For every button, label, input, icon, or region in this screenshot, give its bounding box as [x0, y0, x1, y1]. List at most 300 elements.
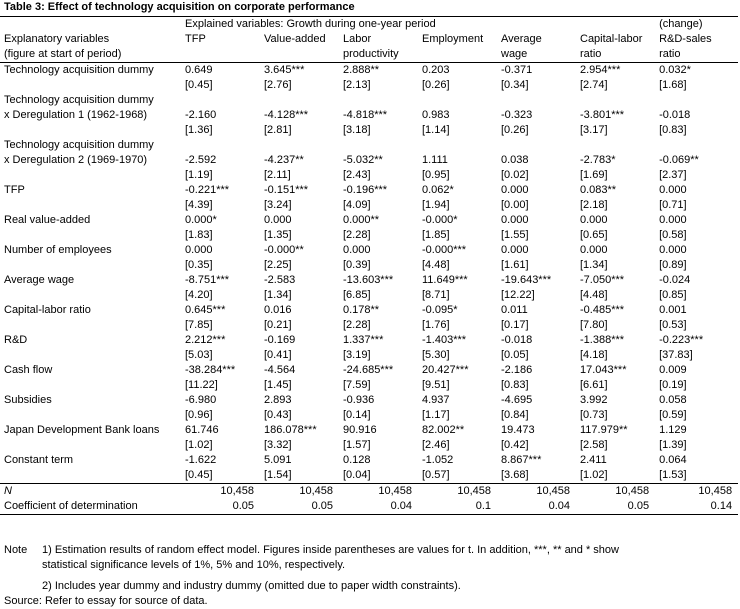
coef-cell: 0.064 — [659, 454, 687, 466]
coef-row — [0, 108, 738, 123]
coef-cell: 0.178** — [343, 304, 380, 316]
t-value-cell: [1.57] — [343, 439, 371, 451]
coef-cell: -1.052 — [422, 454, 454, 466]
coef-cell: 0.983 — [422, 109, 450, 121]
column-header: Value-added — [264, 33, 326, 45]
coef-cell: -2.592 — [185, 154, 217, 166]
r2-value: 0.1 — [418, 499, 497, 515]
coef-cell: 0.000 — [580, 244, 608, 256]
coef-cell: 0.009 — [659, 364, 687, 376]
row-label-empty — [0, 123, 181, 138]
coef-cell: 0.128 — [343, 454, 371, 466]
coef-row — [0, 273, 738, 288]
t-value-cell: [5.03] — [185, 349, 213, 361]
t-value-cell: [1.36] — [185, 124, 213, 136]
coef-cell: -4.237** — [264, 154, 304, 166]
t-value-cell: [1.76] — [422, 319, 450, 331]
t-value-cell: [2.37] — [659, 169, 687, 181]
n-value: 10,458 — [260, 484, 339, 500]
column-header: Average — [501, 33, 542, 45]
row-label: Technology acquisition dummy — [4, 94, 154, 106]
t-value-cell: [0.35] — [185, 259, 213, 271]
row-header: Explanatory variables — [4, 33, 110, 45]
t-value-cell: [0.00] — [501, 199, 529, 211]
empty-cell — [497, 93, 576, 108]
t-value-cell: [9.51] — [422, 379, 450, 391]
row-label-empty — [0, 378, 181, 393]
t-value-cell: [0.17] — [501, 319, 529, 331]
t-value-cell: [3.18] — [343, 124, 371, 136]
coef-cell: 0.058 — [659, 394, 687, 406]
row-header: (figure at start of period) — [0, 47, 181, 63]
coef-cell: -0.000*** — [422, 244, 467, 256]
coef-row — [0, 153, 738, 168]
coef-row — [0, 213, 738, 228]
coef-cell: -2.186 — [501, 364, 533, 376]
empty-cell — [497, 138, 576, 153]
t-value-cell: [0.83] — [659, 124, 687, 136]
row-label: Average wage — [4, 274, 75, 286]
coef-cell: 0.000 — [343, 244, 371, 256]
row-label: R&D — [4, 334, 28, 346]
coef-cell: 0.000 — [264, 214, 292, 226]
coef-cell: 117.979** — [580, 424, 628, 436]
note-1: 1) Estimation results of random effect model. Figures inside parentheses are values for t. In addition, ***, ** and * show — [42, 544, 619, 556]
coef-cell: -8.751*** — [185, 274, 230, 286]
coef-cell: 5.091 — [264, 454, 292, 466]
coef-cell: 90.916 — [343, 424, 377, 436]
t-value-cell: [0.45] — [185, 79, 213, 91]
table-notes — [4, 543, 619, 609]
coef-cell: 2.411 — [580, 454, 607, 466]
coef-row — [0, 423, 738, 438]
t-value-cell: [2.28] — [343, 319, 371, 331]
t-value-cell: [11.22] — [185, 379, 218, 391]
t-value-cell: [0.19] — [659, 379, 687, 391]
t-value-cell: [0.71] — [659, 199, 687, 211]
t-value-cell: [2.11] — [264, 169, 291, 181]
row-label-empty — [0, 78, 181, 93]
t-value-cell: [0.41] — [264, 349, 292, 361]
coef-cell: -0.151*** — [264, 184, 309, 196]
header-row-2 — [0, 32, 738, 47]
row-label: Real value-added — [4, 214, 91, 226]
t-row — [0, 378, 738, 393]
empty-cell — [260, 93, 339, 108]
coef-cell: 82.002** — [422, 424, 465, 436]
t-value-cell: [0.65] — [580, 229, 608, 241]
empty-cell — [655, 93, 738, 108]
column-header: R&D-sales — [659, 33, 712, 45]
coef-cell: -0.221*** — [185, 184, 230, 196]
note-label: Note — [4, 544, 28, 556]
coef-cell: 0.038 — [501, 154, 529, 166]
t-value-cell: [1.68] — [659, 79, 687, 91]
coef-cell: -0.223*** — [659, 334, 704, 346]
t-value-cell: [5.30] — [422, 349, 450, 361]
coef-cell: -3.801*** — [580, 109, 625, 121]
row-label-empty — [0, 468, 181, 484]
coef-cell: 0.000 — [659, 244, 687, 256]
t-value-cell: [1.39] — [659, 439, 687, 451]
r2-value: 0.04 — [497, 499, 576, 515]
coef-cell: -4.818*** — [343, 109, 388, 121]
header-empty — [0, 17, 181, 33]
t-value-cell: [7.59] — [343, 379, 371, 391]
row-label-empty — [0, 258, 181, 273]
row-label-empty — [0, 318, 181, 333]
empty-cell — [418, 138, 497, 153]
t-value-cell: [1.54] — [264, 469, 292, 481]
row-label: TFP — [4, 184, 25, 196]
t-value-cell: [0.02] — [501, 169, 529, 181]
t-value-cell: [6.61] — [580, 379, 608, 391]
coef-cell: 186.078*** — [264, 424, 317, 436]
coef-cell: -24.685*** — [343, 364, 394, 376]
t-value-cell: [1.02] — [185, 439, 213, 451]
label-row — [0, 93, 738, 108]
row-label: Subsidies — [4, 394, 52, 406]
r2-value: 0.14 — [655, 499, 738, 515]
coef-cell: -1.403*** — [422, 334, 467, 346]
coef-cell: 2.212*** — [185, 334, 226, 346]
coef-cell: 0.000 — [501, 184, 529, 196]
coef-cell: 0.000** — [343, 214, 380, 226]
empty-cell — [181, 138, 260, 153]
coef-cell: -0.169 — [264, 334, 296, 346]
coef-cell: -0.095* — [422, 304, 458, 316]
coef-cell: 0.000 — [185, 244, 213, 256]
coef-row — [0, 393, 738, 408]
coef-row — [0, 243, 738, 258]
t-value-cell: [8.71] — [422, 289, 450, 301]
t-value-cell: [0.05] — [501, 349, 529, 361]
coef-cell: -19.643*** — [501, 274, 552, 286]
t-value-cell: [0.85] — [659, 289, 687, 301]
t-row — [0, 228, 738, 243]
row-label-empty — [0, 408, 181, 423]
coef-cell: 0.083** — [580, 184, 617, 196]
coef-cell: -0.000* — [422, 214, 458, 226]
t-value-cell: [0.45] — [185, 469, 213, 481]
coef-row — [0, 303, 738, 318]
row-label-empty — [0, 288, 181, 303]
coef-cell: -6.980 — [185, 394, 217, 406]
t-value-cell: [0.34] — [501, 79, 529, 91]
coef-cell: -4.695 — [501, 394, 533, 406]
column-header: wage — [497, 47, 576, 63]
label-row — [0, 138, 738, 153]
coef-cell: -0.069** — [659, 154, 699, 166]
t-value-cell: [4.20] — [185, 289, 213, 301]
row-label-empty — [0, 438, 181, 453]
t-row — [0, 78, 738, 93]
t-value-cell: [0.96] — [185, 409, 213, 421]
coef-cell: 0.000 — [501, 244, 529, 256]
coef-cell: 3.992 — [580, 394, 608, 406]
column-header — [181, 47, 260, 63]
row-label: Constant term — [4, 454, 74, 466]
t-value-cell: [1.45] — [264, 379, 292, 391]
t-value-cell: [1.94] — [422, 199, 450, 211]
coef-cell: -0.000** — [264, 244, 304, 256]
t-value-cell: [4.48] — [580, 289, 608, 301]
explained-variables-label: Explained variables: Growth during one-year period — [181, 17, 655, 33]
coef-cell: 61.746 — [185, 424, 219, 436]
empty-cell — [576, 138, 655, 153]
coef-cell: -5.032** — [343, 154, 383, 166]
t-value-cell: [0.26] — [501, 124, 529, 136]
coef-cell: -0.323 — [501, 109, 533, 121]
coef-cell: 0.000 — [659, 184, 687, 196]
coef-cell: 0.062* — [422, 184, 454, 196]
row-label-empty — [0, 198, 181, 213]
note-2: 2) Includes year dummy and industry dummy (omitted due to paper width constraints). — [42, 580, 461, 592]
coef-cell: -2.160 — [185, 109, 217, 121]
t-value-cell: [1.85] — [422, 229, 450, 241]
n-value: 10,458 — [576, 484, 655, 500]
coef-cell: 4.937 — [422, 394, 450, 406]
t-value-cell: [0.26] — [422, 79, 450, 91]
row-label: x Deregulation 1 (1962-1968) — [4, 109, 148, 121]
t-value-cell: [1.61] — [501, 259, 529, 271]
t-row — [0, 168, 738, 183]
empty-cell — [260, 138, 339, 153]
empty-cell — [418, 93, 497, 108]
column-header: Employment — [422, 33, 484, 45]
coef-cell: -0.936 — [343, 394, 375, 406]
t-value-cell: [2.81] — [264, 124, 292, 136]
column-header — [260, 47, 339, 63]
coef-cell: 0.645*** — [185, 304, 226, 316]
source-note: Source: Refer to essay for source of data. — [4, 595, 208, 607]
t-value-cell: [1.34] — [264, 289, 292, 301]
t-value-cell: [0.14] — [343, 409, 371, 421]
coef-cell: 8.867*** — [501, 454, 542, 466]
r2-value: 0.04 — [339, 499, 418, 515]
empty-cell — [339, 138, 418, 153]
column-header: TFP — [185, 33, 206, 45]
t-value-cell: [2.74] — [580, 79, 608, 91]
n-value: 10,458 — [655, 484, 738, 500]
coef-cell: -38.284*** — [185, 364, 236, 376]
r2-value: 0.05 — [260, 499, 339, 515]
column-header — [418, 47, 497, 63]
t-value-cell: [7.80] — [580, 319, 608, 331]
t-value-cell: [0.53] — [659, 319, 687, 331]
coef-cell: -4.564 — [264, 364, 296, 376]
note-1-cont: statistical significance levels of 1%, 5% and 10%, respectively. — [42, 559, 346, 571]
coef-cell: 2.954*** — [580, 64, 621, 76]
t-value-cell: [3.68] — [501, 469, 529, 481]
t-value-cell: [0.39] — [343, 259, 371, 271]
t-value-cell: [1.19] — [185, 169, 213, 181]
coef-cell: 3.645*** — [264, 64, 305, 76]
t-value-cell: [3.24] — [264, 199, 292, 211]
t-value-cell: [0.95] — [422, 169, 450, 181]
row-label-empty — [0, 348, 181, 363]
t-value-cell: [0.83] — [501, 379, 529, 391]
empty-cell — [339, 93, 418, 108]
coef-cell: 0.000 — [580, 214, 608, 226]
coef-cell: -1.622 — [185, 454, 217, 466]
coef-cell: -7.050*** — [580, 274, 625, 286]
n-label: N — [0, 484, 181, 500]
t-value-cell: [0.04] — [343, 469, 371, 481]
row-label: Japan Development Bank loans — [4, 424, 160, 436]
coef-cell: 17.043*** — [580, 364, 627, 376]
t-row — [0, 348, 738, 363]
column-header: ratio — [655, 47, 738, 63]
t-value-cell: [1.34] — [580, 259, 608, 271]
n-value: 10,458 — [181, 484, 260, 500]
t-value-cell: [4.48] — [422, 259, 450, 271]
t-value-cell: [7.85] — [185, 319, 213, 331]
row-label: Technology acquisition dummy — [4, 64, 154, 76]
coef-cell: -13.603*** — [343, 274, 394, 286]
t-value-cell: [1.35] — [264, 229, 292, 241]
t-row — [0, 198, 738, 213]
t-value-cell: [4.18] — [580, 349, 608, 361]
empty-cell — [655, 138, 738, 153]
t-value-cell: [0.58] — [659, 229, 687, 241]
empty-cell — [576, 93, 655, 108]
coef-cell: 2.888** — [343, 64, 380, 76]
t-value-cell: [2.46] — [422, 439, 450, 451]
t-value-cell: [4.39] — [185, 199, 213, 211]
t-value-cell: [3.32] — [264, 439, 292, 451]
coef-cell: -0.485*** — [580, 304, 625, 316]
column-header: ratio — [576, 47, 655, 63]
t-value-cell: [6.85] — [343, 289, 371, 301]
coef-cell: 0.032* — [659, 64, 691, 76]
t-value-cell: [0.42] — [501, 439, 529, 451]
coef-row — [0, 183, 738, 198]
t-value-cell: [1.02] — [580, 469, 608, 481]
coef-cell: 0.016 — [264, 304, 292, 316]
t-value-cell: [1.69] — [580, 169, 608, 181]
r2-value: 0.05 — [181, 499, 260, 515]
row-label-empty — [0, 228, 181, 243]
change-label: (change) — [655, 17, 738, 33]
row-label: Number of employees — [4, 244, 112, 256]
t-value-cell: [2.13] — [343, 79, 371, 91]
t-value-cell: [0.59] — [659, 409, 687, 421]
t-value-cell: [3.17] — [580, 124, 608, 136]
t-row — [0, 258, 738, 273]
t-value-cell: [1.53] — [659, 469, 687, 481]
coef-row — [0, 333, 738, 348]
t-value-cell: [2.25] — [264, 259, 292, 271]
coef-row — [0, 453, 738, 468]
coef-cell: 11.649*** — [422, 274, 468, 286]
coef-cell: 0.001 — [659, 304, 687, 316]
coef-cell: 1.111 — [422, 154, 448, 166]
t-value-cell: [2.76] — [264, 79, 292, 91]
t-value-cell: [12.22] — [501, 289, 535, 301]
t-row — [0, 468, 738, 484]
coef-cell: -4.128*** — [264, 109, 309, 121]
column-header: Capital-labor — [580, 33, 643, 45]
row-label: Capital-labor ratio — [4, 304, 91, 316]
coef-row — [0, 363, 738, 378]
column-header: Labor — [343, 33, 372, 45]
t-row — [0, 408, 738, 423]
t-value-cell: [0.73] — [580, 409, 608, 421]
t-value-cell: [0.84] — [501, 409, 529, 421]
header-row-1 — [0, 17, 738, 33]
coef-cell: 20.427*** — [422, 364, 469, 376]
coef-cell: 0.011 — [501, 304, 528, 316]
t-value-cell: [2.18] — [580, 199, 608, 211]
t-value-cell: [1.83] — [185, 229, 213, 241]
t-row — [0, 123, 738, 138]
t-value-cell: [0.21] — [264, 319, 292, 331]
t-value-cell: [1.14] — [422, 124, 450, 136]
column-header: productivity — [339, 47, 418, 63]
t-value-cell: [0.57] — [422, 469, 450, 481]
coef-cell: -0.371 — [501, 64, 533, 76]
coef-cell: 0.000 — [659, 214, 687, 226]
n-value: 10,458 — [497, 484, 576, 500]
n-value: 10,458 — [339, 484, 418, 500]
coef-cell: -2.583 — [264, 274, 296, 286]
t-value-cell: [0.43] — [264, 409, 292, 421]
t-value-cell: [2.58] — [580, 439, 608, 451]
coef-cell: -1.388*** — [580, 334, 625, 346]
row-label: Cash flow — [4, 364, 53, 376]
table-title: Table 3: Effect of technology acquisition on corporate performance — [4, 1, 355, 13]
row-label: x Deregulation 2 (1969-1970) — [4, 154, 148, 166]
n-row — [0, 484, 738, 500]
coef-cell: -0.018 — [659, 109, 691, 121]
coef-cell: 1.129 — [659, 424, 687, 436]
t-row — [0, 438, 738, 453]
coef-cell: -0.018 — [501, 334, 533, 346]
t-row — [0, 288, 738, 303]
coef-cell: 0.649 — [185, 64, 213, 76]
coef-cell: 19.473 — [501, 424, 535, 436]
empty-cell — [181, 93, 260, 108]
coef-cell: -0.196*** — [343, 184, 388, 196]
coef-cell: 2.893 — [264, 394, 292, 406]
coef-row — [0, 63, 738, 79]
header-row-3 — [0, 47, 738, 63]
results-table — [0, 16, 738, 515]
t-value-cell: [1.17] — [422, 409, 450, 421]
r2-row — [0, 499, 738, 515]
n-value: 10,458 — [418, 484, 497, 500]
coef-cell: 0.203 — [422, 64, 450, 76]
t-value-cell: [37.83] — [659, 349, 693, 361]
coef-cell: -0.024 — [659, 274, 691, 286]
coef-cell: -2.783* — [580, 154, 616, 166]
coef-cell: 0.000* — [185, 214, 217, 226]
coef-cell: 1.337*** — [343, 334, 384, 346]
row-label: Technology acquisition dummy — [4, 139, 154, 151]
coef-cell: 0.000 — [501, 214, 529, 226]
t-value-cell: [2.43] — [343, 169, 371, 181]
t-value-cell: [4.09] — [343, 199, 371, 211]
t-value-cell: [0.89] — [659, 259, 687, 271]
t-value-cell: [1.55] — [501, 229, 529, 241]
r2-value: 0.05 — [576, 499, 655, 515]
t-value-cell: [3.19] — [343, 349, 371, 361]
r2-label: Coefficient of determination — [0, 499, 181, 515]
t-value-cell: [2.28] — [343, 229, 371, 241]
t-row — [0, 318, 738, 333]
row-label-empty — [0, 168, 181, 183]
